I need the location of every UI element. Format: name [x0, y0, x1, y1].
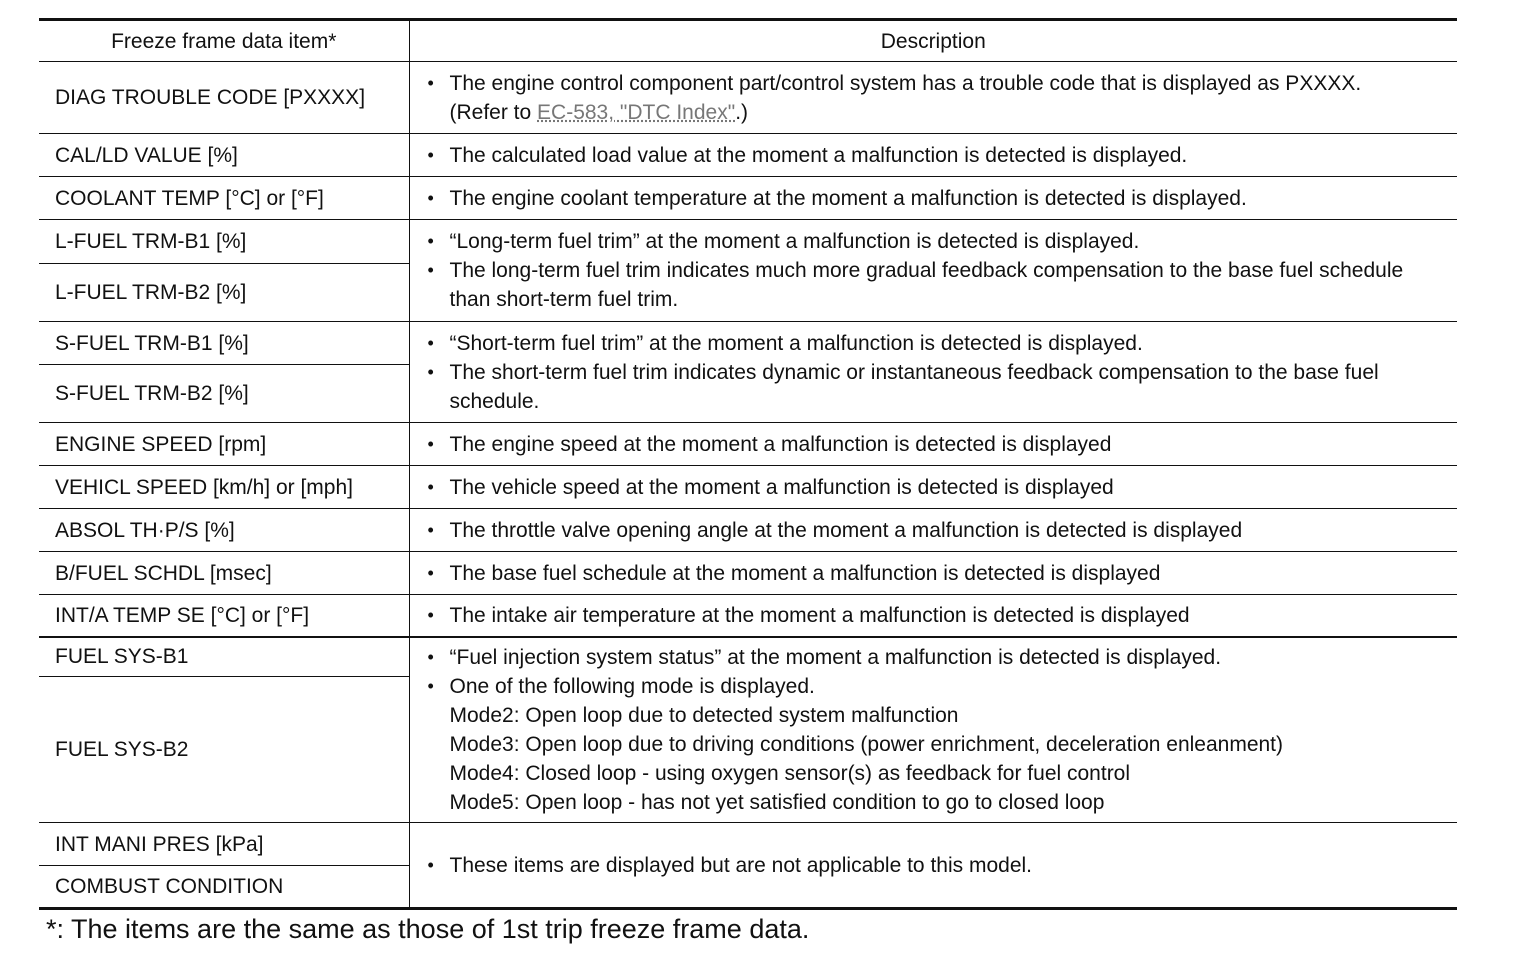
bullet: • The engine speed at the moment a malfunction is detected is displayed [424, 430, 1450, 459]
item-fuel-sys-b1: FUEL SYS-B1 [39, 637, 409, 677]
item-int-mani-pres: INT MANI PRES [kPa] [39, 823, 409, 866]
bullet: • One of the following mode is displayed. Mode2: Open loop due to detected system malfunction Mode3: Open loop due to driving conditions (power enrichment, deceleration enleanment) Mode4: Closed loop - using oxygen sensor(s) as feedback for fuel control Mode5: Open loop - has not yet satisfied condition to go to closed loop [424, 672, 1450, 817]
bullet: • The long-term fuel trim indicates much more gradual feedback compensation to the base fuel schedule than short-term fuel trim. [424, 256, 1450, 314]
desc-engine-speed [409, 423, 1457, 466]
table-row [39, 423, 1457, 466]
bullet: • The base fuel schedule at the moment a malfunction is detected is displayed [424, 559, 1450, 588]
table-row [39, 220, 1457, 264]
table-header-row [39, 20, 1457, 62]
footnote: *: The items are the same as those of 1st trip freeze frame data. [46, 914, 810, 944]
item-s-fuel-trm-b2: S-FUEL TRM-B2 [%] [39, 365, 409, 423]
table-row [39, 509, 1457, 552]
table-row [39, 322, 1457, 365]
desc-cal-ld-value [409, 134, 1457, 177]
desc-b-fuel-schdl [409, 552, 1457, 595]
bullet: • The engine control component part/control system has a trouble code that is displayed as PXXXX. (Refer to EC-583, "DTC Index".) [424, 69, 1450, 127]
header-description: Description [409, 20, 1457, 62]
table-row [39, 62, 1457, 134]
item-cal-ld-value: CAL/LD VALUE [%] [39, 134, 409, 177]
bullet: • These items are displayed but are not applicable to this model. [424, 851, 1450, 880]
item-coolant-temp: COOLANT TEMP [°C] or [°F] [39, 177, 409, 220]
desc-diag-trouble-code [409, 62, 1457, 134]
bullet: • “Fuel injection system status” at the moment a malfunction is detected is displayed. [424, 643, 1450, 672]
item-vehicl-speed: VEHICL SPEED [km/h] or [mph] [39, 466, 409, 509]
desc-absol-th-ps [409, 509, 1457, 552]
dtc-index-link[interactable]: EC-583, "DTC Index" [537, 100, 736, 124]
header-item: Freeze frame data item* [39, 20, 409, 62]
item-l-fuel-trm-b1: L-FUEL TRM-B1 [%] [39, 220, 409, 264]
desc-l-fuel-trm [409, 220, 1457, 322]
table-row [39, 595, 1457, 637]
table-row [39, 637, 1457, 677]
mode-line: Mode4: Closed loop - using oxygen sensor(s) as feedback for fuel control [449, 761, 1131, 785]
table-row [39, 552, 1457, 595]
bullet: • The calculated load value at the moment a malfunction is detected is displayed. [424, 141, 1450, 170]
item-diag-trouble-code: DIAG TROUBLE CODE [PXXXX] [39, 62, 409, 134]
bullet: • The vehicle speed at the moment a malfunction is detected is displayed [424, 473, 1450, 502]
item-combust-condition: COMBUST CONDITION [39, 866, 409, 909]
freeze-frame-data-table [39, 18, 1457, 910]
table-row [39, 134, 1457, 177]
bullet: • The intake air temperature at the moment a malfunction is detected is displayed [424, 601, 1450, 630]
item-l-fuel-trm-b2: L-FUEL TRM-B2 [%] [39, 264, 409, 322]
item-fuel-sys-b2: FUEL SYS-B2 [39, 677, 409, 823]
mode-line: Mode5: Open loop - has not yet satisfied condition to go to closed loop [449, 790, 1105, 814]
mode-line: Mode3: Open loop due to driving conditions (power enrichment, deceleration enleanment) [449, 732, 1283, 756]
desc-s-fuel-trm [409, 322, 1457, 423]
bullet: • “Short-term fuel trim” at the moment a malfunction is detected is displayed. [424, 329, 1450, 358]
bullet: • “Long-term fuel trim” at the moment a malfunction is detected is displayed. [424, 227, 1450, 256]
desc-not-applicable [409, 823, 1457, 909]
item-engine-speed: ENGINE SPEED [rpm] [39, 423, 409, 466]
item-absol-th-ps: ABSOL TH·P/S [%] [39, 509, 409, 552]
desc-int-a-temp-se [409, 595, 1457, 637]
bullet: • The engine coolant temperature at the moment a malfunction is detected is displayed. [424, 184, 1450, 213]
desc-coolant-temp [409, 177, 1457, 220]
desc-vehicl-speed [409, 466, 1457, 509]
item-s-fuel-trm-b1: S-FUEL TRM-B1 [%] [39, 322, 409, 365]
bullet: • The throttle valve opening angle at the moment a malfunction is detected is displayed [424, 516, 1450, 545]
item-int-a-temp-se: INT/A TEMP SE [°C] or [°F] [39, 595, 409, 637]
table-row [39, 466, 1457, 509]
mode-line: Mode2: Open loop due to detected system malfunction [449, 703, 959, 727]
bullet: • The short-term fuel trim indicates dynamic or instantaneous feedback compensation to the base fuel schedule. [424, 358, 1450, 416]
table-row [39, 177, 1457, 220]
desc-fuel-sys [409, 637, 1457, 823]
item-b-fuel-schdl: B/FUEL SCHDL [msec] [39, 552, 409, 595]
table-row [39, 823, 1457, 866]
